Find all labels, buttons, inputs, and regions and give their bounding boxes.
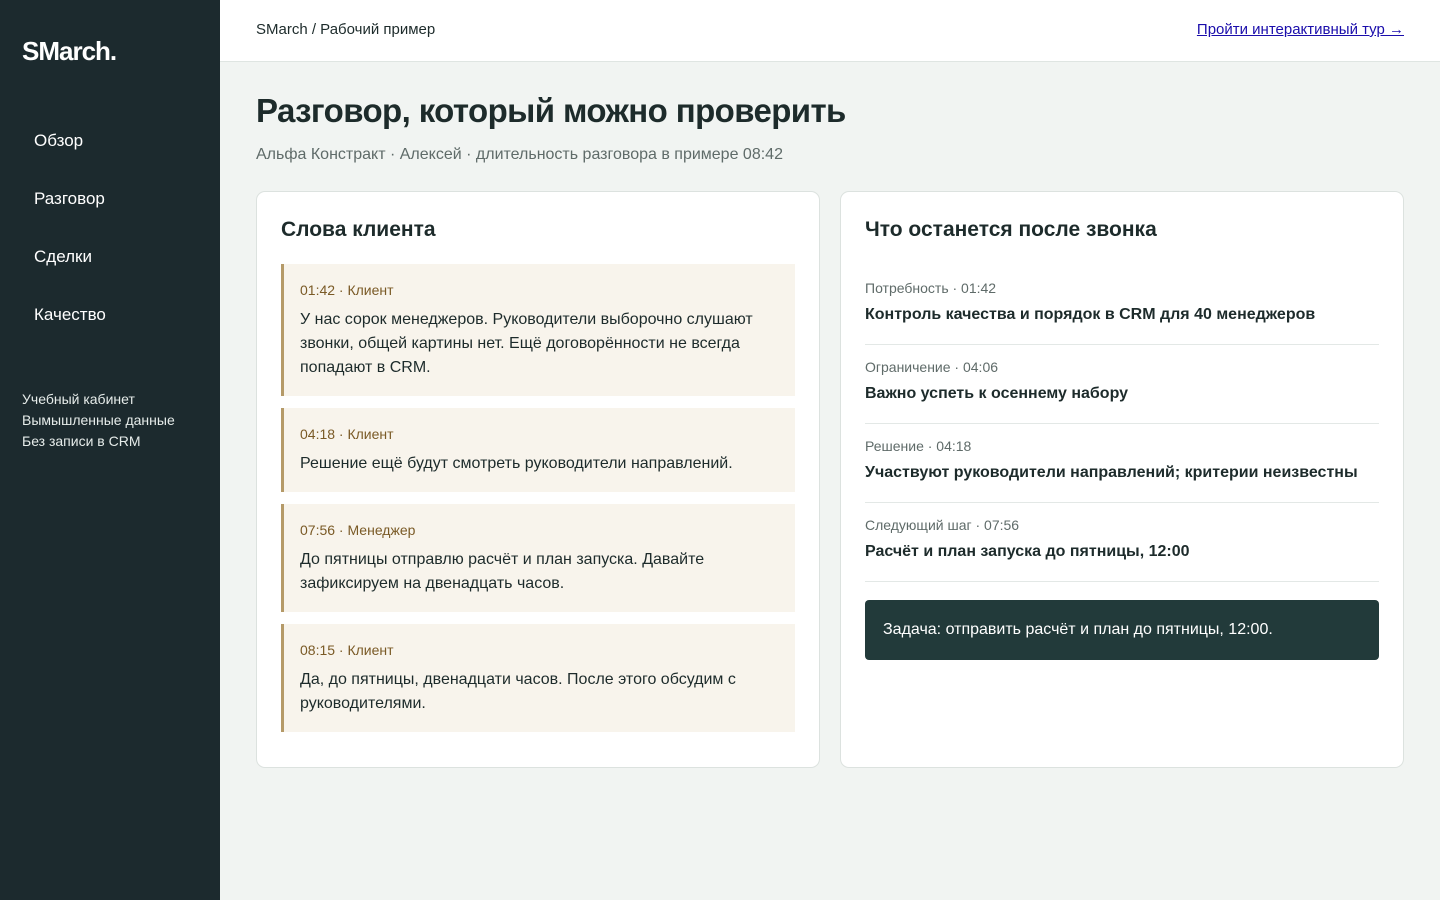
fact-item: [865, 266, 1379, 345]
fact-label: Ограничение · 04:06: [865, 359, 999, 375]
fact-label: Решение · 04:18: [865, 438, 972, 454]
quote-text: Да, до пятницы, двенадцати часов. После этого обсудим с руководителями.: [300, 671, 736, 712]
top-bar: [220, 0, 1440, 62]
fact-value: Контроль качества и порядок в CRM для 40 менеджеров: [865, 306, 1316, 323]
quote-item: [281, 264, 795, 396]
quote-item: [281, 408, 795, 492]
quote-list: [281, 264, 795, 744]
fact-item: [865, 345, 1379, 424]
quote-text: У нас сорок менеджеров. Руководители выборочно слушают звонки, общей картины нет. Ещё договорённости не всегда попадают в CRM.: [300, 311, 753, 376]
breadcrumb: SMarch / Рабочий пример: [256, 21, 436, 38]
sidebar: [0, 0, 220, 900]
client-words-card: [256, 191, 820, 768]
card-title: Слова клиента: [281, 218, 436, 241]
fact-label: Следующий шаг · 07:56: [865, 517, 1020, 533]
fact-label: Потребность · 01:42: [865, 280, 997, 296]
quote-meta: 01:42 · Клиент: [300, 282, 394, 298]
sidebar-item-deals[interactable]: Сделки: [34, 247, 92, 266]
card-title: Что останется после звонка: [865, 218, 1157, 241]
quote-item: [281, 504, 795, 612]
fact-value: Участвуют руководители направлений; критерии неизвестны: [865, 464, 1358, 481]
page-subtitle: Альфа Констракт · Алексей · длительность разговора в примере 08:42: [256, 146, 783, 163]
task-banner: Задача: отправить расчёт и план до пятницы, 12:00.: [865, 600, 1379, 660]
quote-meta: 08:15 · Клиент: [300, 642, 394, 658]
page-title: Разговор, который можно проверить: [256, 92, 846, 129]
fact-value: Расчёт и план запуска до пятницы, 12:00: [865, 543, 1190, 560]
fact-list: [865, 266, 1379, 582]
sidebar-note: Учебный кабинет: [22, 391, 135, 407]
quote-text: Решение ещё будут смотреть руководители направлений.: [300, 455, 733, 472]
logo: SMarch.: [22, 36, 117, 66]
quote-meta: 04:18 · Клиент: [300, 426, 394, 442]
quote-meta: 07:56 · Менеджер: [300, 522, 416, 538]
fact-item: [865, 424, 1379, 503]
after-call-card: [840, 191, 1404, 768]
sidebar-item-quality[interactable]: Качество: [34, 305, 106, 324]
sidebar-nav: [0, 112, 220, 344]
sidebar-item-conversation[interactable]: Разговор: [34, 189, 105, 208]
fact-value: Важно успеть к осеннему набору: [865, 385, 1129, 402]
quote-text: До пятницы отправлю расчёт и план запуска. Давайте зафиксируем на двенадцать часов.: [300, 551, 705, 592]
sidebar-item-overview[interactable]: Обзор: [34, 131, 84, 150]
sidebar-notes: [22, 389, 175, 452]
sidebar-note: Без записи в CRM: [22, 433, 141, 449]
quote-item: [281, 624, 795, 732]
fact-item: [865, 503, 1379, 582]
sidebar-note: Вымышленные данные: [22, 412, 175, 428]
interactive-tour-link[interactable]: Пройти интерактивный тур →: [1196, 21, 1404, 38]
